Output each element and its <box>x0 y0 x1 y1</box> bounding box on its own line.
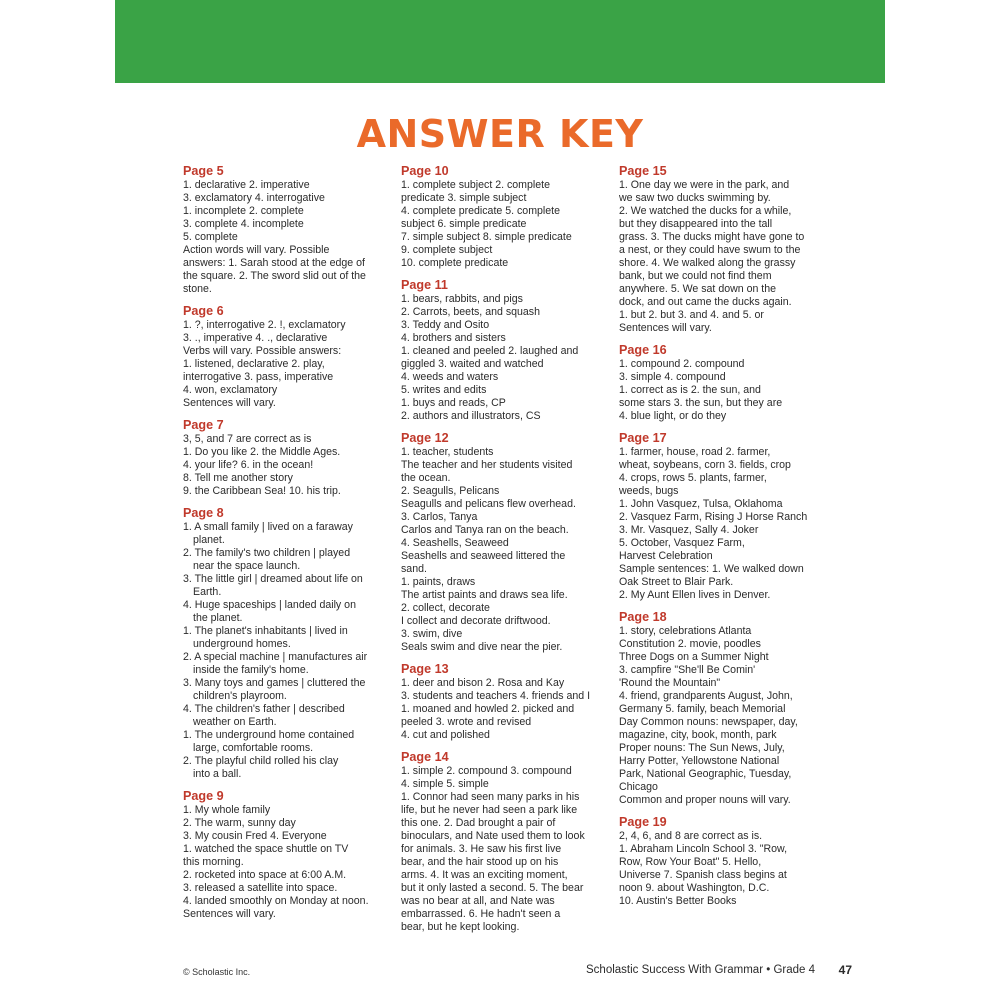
answer-line: we saw two ducks swimming by. <box>619 192 771 204</box>
answer-line: Row, Row Your Boat" 5. Hello, <box>619 856 762 868</box>
answer-line: Park, National Geographic, Tuesday, <box>619 768 792 780</box>
answer-line: some stars 3. the sun, but they are <box>619 397 783 409</box>
answer-line: 1. story, celebrations Atlanta <box>619 625 752 637</box>
answer-line: 4. landed smoothly on Monday at noon. <box>183 895 369 907</box>
answer-line: 3. released a satellite into space. <box>183 882 338 894</box>
answer-line: 2. rocketed into space at 6:00 A.M. <box>183 869 347 881</box>
answer-line: answers: 1. Sarah stood at the edge of <box>183 257 365 269</box>
answer-line: 3. swim, dive <box>401 628 463 640</box>
answer-line: 2. authors and illustrators, CS <box>401 410 541 422</box>
answer-line: 9. the Caribbean Sea! 10. his trip. <box>183 485 341 497</box>
answer-section <box>183 506 395 781</box>
answer-line: 2. collect, decorate <box>401 602 490 614</box>
answer-line: 2. The playful child rolled his clay <box>183 755 339 767</box>
answer-line: Three Dogs on a Summer Night <box>619 651 769 663</box>
answer-line: dock, and out came the ducks again. <box>619 296 792 308</box>
answer-line: Earth. <box>193 586 222 598</box>
answer-line: predicate 3. simple subject <box>401 192 527 204</box>
answer-line: 2. The warm, sunny day <box>183 817 296 829</box>
answer-line: 1. ?, interrogative 2. !, exclamatory <box>183 319 346 331</box>
answer-line: 4. cut and polished <box>401 729 490 741</box>
answer-line: inside the family's home. <box>193 664 309 676</box>
answer-line: magazine, city, book, month, park <box>619 729 777 741</box>
answer-line: 1. One day we were in the park, and <box>619 179 790 191</box>
answer-line: 1. deer and bison 2. Rosa and Kay <box>401 677 565 689</box>
page-title: ANSWER KEY <box>356 112 644 156</box>
answer-section <box>619 431 825 602</box>
answer-line: large, comfortable rooms. <box>193 742 314 754</box>
answer-line: Carlos and Tanya ran on the beach. <box>401 524 569 536</box>
copyright-text: © Scholastic Inc. <box>183 967 251 977</box>
answer-line: 1. simple 2. compound 3. compound <box>401 765 572 777</box>
answer-line: 3. simple 4. compound <box>619 371 726 383</box>
answer-line: sand. <box>401 563 427 575</box>
answer-line: Proper nouns: The Sun News, July, <box>619 742 785 754</box>
answer-column-3 <box>619 164 825 916</box>
answer-line: 5. writes and edits <box>401 384 487 396</box>
answer-line: 1. watched the space shuttle on TV <box>183 843 349 855</box>
answer-line: embarrassed. 6. He hadn't seen a <box>401 908 561 920</box>
answer-line: 1. moaned and howled 2. picked and <box>401 703 575 715</box>
answer-line: interrogative 3. pass, imperative <box>183 371 334 383</box>
answer-line: 1. compound 2. compound <box>619 358 745 370</box>
answer-line: Action words will vary. Possible <box>183 244 330 256</box>
page-heading: Page 15 <box>619 164 667 178</box>
answer-line: Germany 5. family, beach Memorial <box>619 703 786 715</box>
answer-line: Sentences will vary. <box>619 322 712 334</box>
page-heading: Page 16 <box>619 343 667 357</box>
answer-line: Common and proper nouns will vary. <box>619 794 791 806</box>
answer-line: anywhere. 5. We sat down on the <box>619 283 777 295</box>
answer-line: 10. Austin's Better Books <box>619 895 737 907</box>
answer-line: 1. but 2. but 3. and 4. and 5. or <box>619 309 764 321</box>
answer-line: 1. My whole family <box>183 804 271 816</box>
answer-line: the planet. <box>193 612 243 624</box>
answer-line: 2. Vasquez Farm, Rising J Horse Ranch <box>619 511 808 523</box>
answer-line: 3. Teddy and Osito <box>401 319 490 331</box>
answer-line: 8. Tell me another story <box>183 472 293 484</box>
answer-line: 4. blue light, or do they <box>619 410 727 422</box>
answer-line: 4. brothers and sisters <box>401 332 506 344</box>
answer-line: 2. We watched the ducks for a while, <box>619 205 792 217</box>
answer-column-1 <box>183 164 395 929</box>
page-number: 47 <box>838 963 852 977</box>
answer-line: Seals swim and dive near the pier. <box>401 641 563 653</box>
answer-line: subject 6. simple predicate <box>401 218 527 230</box>
answer-line: Constitution 2. movie, poodles <box>619 638 761 650</box>
answer-line: 7. simple subject 8. simple predicate <box>401 231 572 243</box>
answer-line: 2. The family's two children | played <box>183 547 351 559</box>
answer-line: but it only lasted a second. 5. The bear <box>401 882 584 894</box>
answer-section <box>401 750 613 934</box>
answer-line: shore. 4. We walked along the grassy <box>619 257 796 269</box>
answer-line: 4. weeds and waters <box>401 371 499 383</box>
page-heading: Page 5 <box>183 164 224 178</box>
page-heading: Page 8 <box>183 506 224 520</box>
answer-line: 1. buys and reads, CP <box>401 397 506 409</box>
answer-line: Seashells and seaweed littered the <box>401 550 566 562</box>
answer-line: 3. Many toys and games | cluttered the <box>183 677 366 689</box>
answer-line: bank, but we could not find them <box>619 270 772 282</box>
answer-line: 4. friend, grandparents August, John, <box>619 690 793 702</box>
answer-section <box>401 662 613 742</box>
answer-line: 4. The children's father | described <box>183 703 345 715</box>
answer-line: 1. Connor had seen many parks in his <box>401 791 580 803</box>
answer-line: 1. teacher, students <box>401 446 494 458</box>
answer-line: weeds, bugs <box>619 485 679 497</box>
answer-line: 5. complete <box>183 231 238 243</box>
answer-line: noon 9. about Washington, D.C. <box>619 882 770 894</box>
answer-section <box>183 418 395 498</box>
answer-line: life, but he never had seen a park like <box>401 804 578 816</box>
top-green-banner <box>115 0 885 83</box>
answer-line: The teacher and her students visited <box>401 459 573 471</box>
page-heading: Page 18 <box>619 610 667 624</box>
answer-line: 3. students and teachers 4. friends and I <box>401 690 591 702</box>
answer-line: giggled 3. waited and watched <box>401 358 544 370</box>
answer-line: 4. your life? 6. in the ocean! <box>183 459 314 471</box>
answer-line: 1. The planet's inhabitants | lived in <box>183 625 348 637</box>
page-heading: Page 14 <box>401 750 449 764</box>
answer-line: 3. Carlos, Tanya <box>401 511 478 523</box>
answer-line: 3. campfire "She'll Be Comin' <box>619 664 756 676</box>
answer-line: 5. October, Vasquez Farm, <box>619 537 745 549</box>
answer-line: Seagulls and pelicans flew overhead. <box>401 498 576 510</box>
page-heading: Page 7 <box>183 418 224 432</box>
book-title-footer: Scholastic Success With Grammar • Grade 4 <box>586 964 815 976</box>
answer-line: underground homes. <box>193 638 291 650</box>
answer-line: grass. 3. The ducks might have gone to <box>619 231 805 243</box>
page-heading: Page 11 <box>401 278 448 292</box>
answer-line: Harry Potter, Yellowstone National <box>619 755 780 767</box>
answer-line: Harvest Celebration <box>619 550 713 562</box>
answer-line: 1. John Vasquez, Tulsa, Oklahoma <box>619 498 783 510</box>
answer-line: for animals. 3. He saw his first live <box>401 843 562 855</box>
answer-line: 2. Seagulls, Pelicans <box>401 485 500 497</box>
answer-section <box>183 304 395 410</box>
answer-line: The artist paints and draws sea life. <box>401 589 568 601</box>
answer-line: Day Common nouns: newspaper, day, <box>619 716 798 728</box>
answer-section <box>183 789 395 921</box>
answer-line: 1. Do you like 2. the Middle Ages. <box>183 446 341 458</box>
answer-line: 3. ., imperative 4. ., declarative <box>183 332 328 344</box>
answer-line: bear, and the hair stood up on his <box>401 856 559 868</box>
answer-line: 3, 5, and 7 are correct as is <box>183 433 312 445</box>
answer-line: children's playroom. <box>193 690 287 702</box>
answer-line: binoculars, and Nate used them to look <box>401 830 585 842</box>
answer-line: near the space launch. <box>193 560 301 572</box>
answer-line: arms. 4. It was an exciting moment, <box>401 869 568 881</box>
answer-line: 4. crops, rows 5. plants, farmer, <box>619 472 767 484</box>
page-heading: Page 17 <box>619 431 667 445</box>
answer-section <box>619 164 825 335</box>
answer-line: 4. complete predicate 5. complete <box>401 205 560 217</box>
answer-section <box>619 815 825 908</box>
answer-line: Verbs will vary. Possible answers: <box>183 345 342 357</box>
page-heading: Page 9 <box>183 789 224 803</box>
answer-line: this one. 2. Dad brought a pair of <box>401 817 556 829</box>
answer-section <box>183 164 395 296</box>
answer-section <box>401 431 613 654</box>
answer-line: 2. My Aunt Ellen lives in Denver. <box>619 589 771 601</box>
answer-section <box>401 164 613 270</box>
answer-line: weather on Earth. <box>193 716 277 728</box>
answer-line: 9. complete subject <box>401 244 493 256</box>
answer-line: 1. Abraham Lincoln School 3. "Row, <box>619 843 788 855</box>
answer-line: 4. won, exclamatory <box>183 384 278 396</box>
answer-line: 1. complete subject 2. complete <box>401 179 550 191</box>
answer-line: 3. My cousin Fred 4. Everyone <box>183 830 327 842</box>
answer-line: 1. A small family | lived on a faraway <box>183 521 353 533</box>
page-heading: Page 19 <box>619 815 667 829</box>
answer-line: 1. cleaned and peeled 2. laughed and <box>401 345 579 357</box>
answer-line: into a ball. <box>193 768 242 780</box>
page-heading: Page 13 <box>401 662 449 676</box>
answer-line: 10. complete predicate <box>401 257 509 269</box>
answer-line: bear, but he kept looking. <box>401 921 520 933</box>
answer-line: 2. A special machine | manufactures air <box>183 651 368 663</box>
page-heading: Page 12 <box>401 431 449 445</box>
answer-line: 'Round the Mountain" <box>619 677 721 689</box>
page-heading: Page 10 <box>401 164 449 178</box>
answer-line: 1. incomplete 2. complete <box>183 205 304 217</box>
answer-line: Sentences will vary. <box>183 397 276 409</box>
answer-line: the square. 2. The sword slid out of the <box>183 270 366 282</box>
answer-line: 1. correct as is 2. the sun, and <box>619 384 761 396</box>
answer-line: the ocean. <box>401 472 451 484</box>
answer-line: 1. paints, draws <box>401 576 476 588</box>
answer-line: planet. <box>193 534 225 546</box>
answer-line: 3. The little girl | dreamed about life on <box>183 573 363 585</box>
answer-line: peeled 3. wrote and revised <box>401 716 532 728</box>
answer-line: wheat, soybeans, corn 3. fields, crop <box>619 459 791 471</box>
answer-line: 1. listened, declarative 2. play, <box>183 358 325 370</box>
answer-line: this morning. <box>183 856 244 868</box>
answer-line: stone. <box>183 283 212 295</box>
answer-line: 1. declarative 2. imperative <box>183 179 310 191</box>
answer-section <box>619 610 825 807</box>
answer-line: 4. Huge spaceships | landed daily on <box>183 599 356 611</box>
answer-line: a nest, or they could have swum to the <box>619 244 801 256</box>
answer-line: Chicago <box>619 781 658 793</box>
answer-line: I collect and decorate driftwood. <box>401 615 551 627</box>
answer-line: but they disappeared into the tall <box>619 218 773 230</box>
page-heading: Page 6 <box>183 304 224 318</box>
answer-line: 2. Carrots, beets, and squash <box>401 306 540 318</box>
answer-line: Oak Street to Blair Park. <box>619 576 734 588</box>
answer-line: 1. bears, rabbits, and pigs <box>401 293 523 305</box>
answer-line: 3. complete 4. incomplete <box>183 218 304 230</box>
answer-line: 4. Seashells, Seaweed <box>401 537 509 549</box>
answer-line: 3. Mr. Vasquez, Sally 4. Joker <box>619 524 759 536</box>
answer-line: 3. exclamatory 4. interrogative <box>183 192 325 204</box>
answer-line: Sample sentences: 1. We walked down <box>619 563 804 575</box>
answer-line: Universe 7. Spanish class begins at <box>619 869 787 881</box>
answer-section <box>619 343 825 423</box>
answer-section <box>401 278 613 423</box>
answer-line: Sentences will vary. <box>183 908 276 920</box>
answer-column-2 <box>401 164 613 942</box>
answer-line: 1. The underground home contained <box>183 729 355 741</box>
answer-line: 2, 4, 6, and 8 are correct as is. <box>619 830 763 842</box>
answer-line: 4. simple 5. simple <box>401 778 489 790</box>
answer-line: was no bear at all, and Nate was <box>401 895 555 907</box>
answer-line: 1. farmer, house, road 2. farmer, <box>619 446 771 458</box>
